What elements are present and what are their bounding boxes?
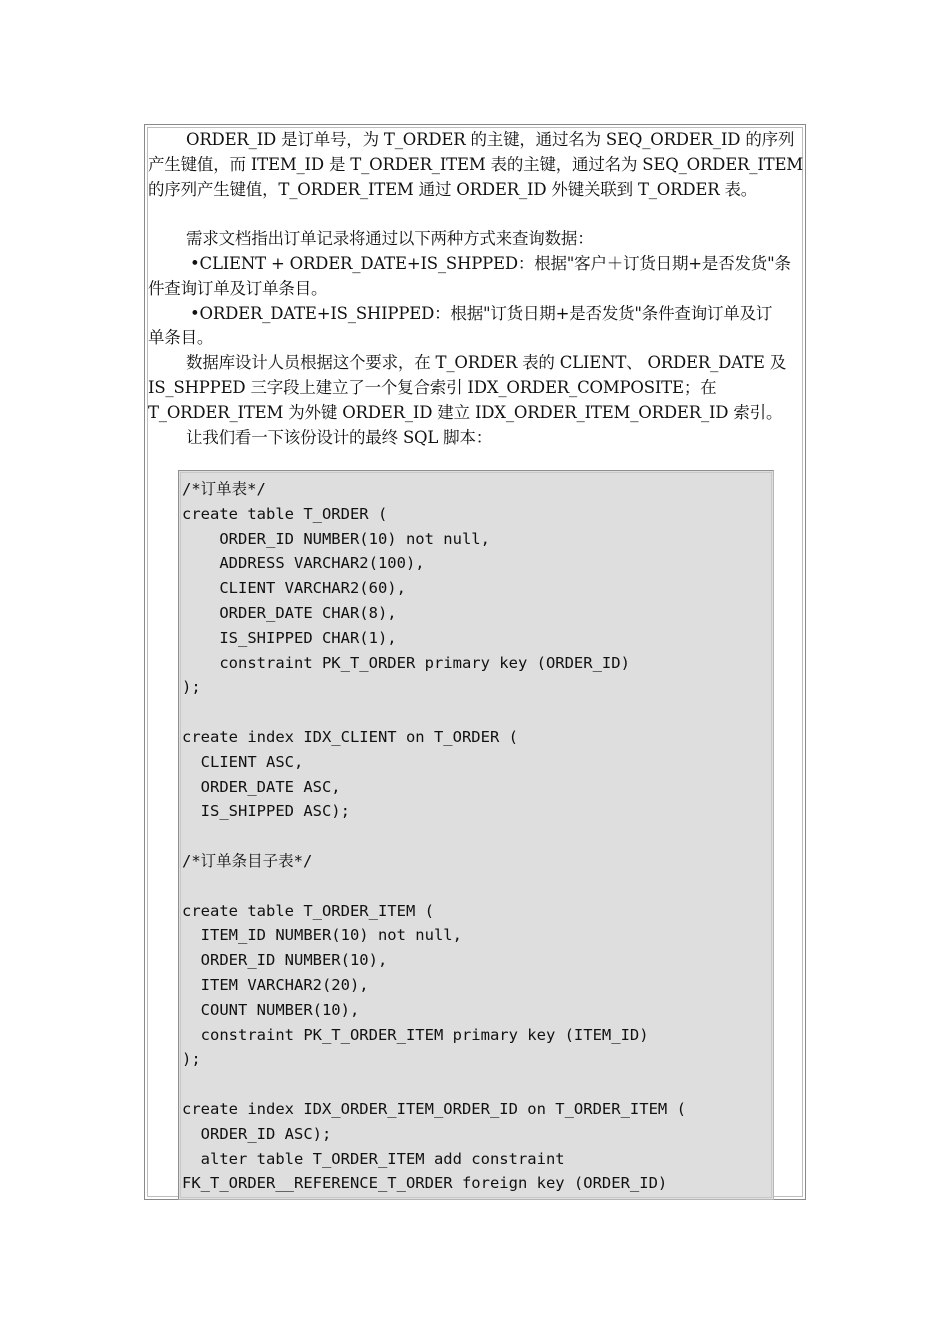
paragraph-line: 的序列产生键值，T_ORDER_ITEM 通过 ORDER_ID 外键关联到 T_ORDER 表。 bbox=[148, 179, 758, 199]
code-line: FK_T_ORDER__REFERENCE_T_ORDER foreign key (ORDER_ID) bbox=[182, 1174, 668, 1193]
paragraph-line: T_ORDER_ITEM 为外键 ORDER_ID 建立 IDX_ORDER_ITEM_ORDER_ID 索引。 bbox=[148, 402, 783, 422]
code-line: ADDRESS VARCHAR2(100), bbox=[182, 554, 425, 573]
paragraph-line: 数据库设计人员根据这个要求，在 T_ORDER 表的 CLIENT、 ORDER_DATE 及 bbox=[186, 353, 787, 373]
code-line: /*订单表*/ bbox=[182, 480, 266, 498]
code-line: ORDER_ID NUMBER(10) not null, bbox=[182, 529, 490, 548]
paragraph-line: IS_SHPPED 三字段上建立了一个复合索引 IDX_ORDER_COMPOSITE；在 bbox=[148, 377, 717, 397]
code-line: ITEM VARCHAR2(20), bbox=[182, 975, 369, 994]
code-line: ); bbox=[182, 678, 201, 697]
code-line: COUNT NUMBER(10), bbox=[182, 1000, 360, 1019]
code-line: constraint PK_T_ORDER_ITEM primary key (ITEM_ID) bbox=[182, 1025, 649, 1044]
paragraph-line: 需求文档指出订单记录将通过以下两种方式来查询数据： bbox=[186, 229, 594, 249]
code-line: IS_SHIPPED ASC); bbox=[182, 802, 350, 821]
code-line: CLIENT VARCHAR2(60), bbox=[182, 579, 406, 598]
code-line: /*订单条目子表*/ bbox=[182, 851, 313, 870]
paragraph-line: 产生键值，而 ITEM_ID 是 T_ORDER_ITEM 表的主键，通过名为 SEQ_ORDER_ITEM bbox=[148, 154, 803, 174]
paragraph-line: 件查询订单及订单条目。 bbox=[148, 278, 328, 298]
paragraph-line: 让我们看一下该份设计的最终 SQL 脚本： bbox=[186, 427, 493, 447]
paragraph-line: ORDER_ID 是订单号，为 T_ORDER 的主键，通过名为 SEQ_ORDER_ID 的序列 bbox=[186, 130, 795, 149]
code-line: create index IDX_ORDER_ITEM_ORDER_ID on T_ORDER_ITEM ( bbox=[182, 1099, 686, 1118]
code-line: create table T_ORDER ( bbox=[182, 504, 388, 523]
code-line bbox=[182, 1072, 686, 1097]
code-line: IS_SHIPPED CHAR(1), bbox=[182, 628, 397, 647]
code-line bbox=[182, 874, 686, 899]
code-line: ITEM_ID NUMBER(10) not null, bbox=[182, 926, 462, 945]
code-line: create table T_ORDER_ITEM ( bbox=[182, 901, 434, 920]
code-line: CLIENT ASC, bbox=[182, 752, 304, 771]
code-line: ORDER_DATE ASC, bbox=[182, 777, 341, 796]
code-line: create index IDX_CLIENT on T_ORDER ( bbox=[182, 727, 518, 746]
sql-script bbox=[182, 477, 686, 1196]
description-text bbox=[148, 128, 804, 450]
code-line: constraint PK_T_ORDER primary key (ORDER_ID) bbox=[182, 653, 630, 672]
code-line: ORDER_ID ASC); bbox=[182, 1124, 332, 1143]
code-line bbox=[182, 700, 686, 725]
blank-line bbox=[148, 202, 804, 227]
paragraph-line: •CLIENT + ORDER_DATE+IS_SHPPED：根据"客户＋订货日期+是否发货"条 bbox=[190, 253, 791, 273]
code-line bbox=[182, 824, 686, 849]
code-line: alter table T_ORDER_ITEM add constraint bbox=[182, 1149, 565, 1168]
code-line: ORDER_DATE CHAR(8), bbox=[182, 603, 397, 622]
code-line: ORDER_ID NUMBER(10), bbox=[182, 951, 388, 970]
code-line: ); bbox=[182, 1050, 201, 1069]
paragraph-line: 单条目。 bbox=[148, 328, 214, 348]
sql-code-box bbox=[178, 470, 774, 1200]
paragraph-line: •ORDER_DATE+IS_SHIPPED：根据"订货日期+是否发货"条件查询订单及订 bbox=[190, 303, 773, 323]
